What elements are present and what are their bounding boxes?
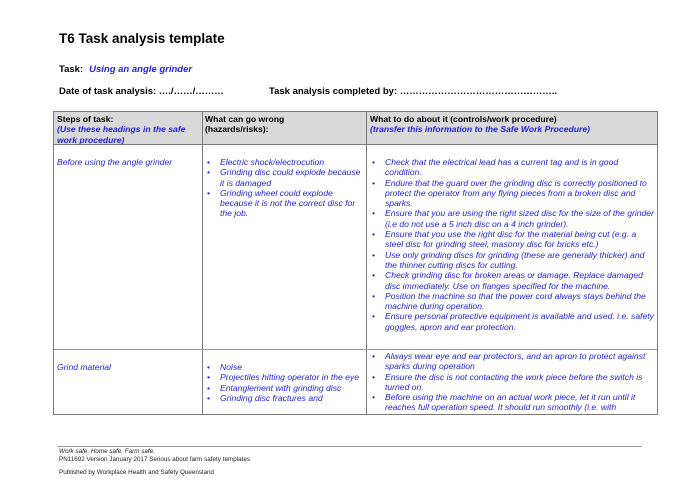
footer-divider xyxy=(57,446,642,447)
task-label: Task: xyxy=(59,64,84,75)
date-of-analysis-field: Date of task analysis: …./……/……… xyxy=(59,86,224,97)
control-item: • Ensure that you are using the right sized disc for the size of the grinder (i.e do not use a 5 inch disc on a 4 inch grinder). xyxy=(370,208,655,229)
controls-cell xyxy=(370,157,655,332)
hazards-cell xyxy=(205,157,365,219)
task-analysis-table xyxy=(53,111,658,415)
header-controls: What to do about it (controls/work procedure) (transfer this information to the Safe Work Procedure) xyxy=(370,112,655,135)
hazard-item: • Grinding disc could explode because it is damaged xyxy=(205,167,365,188)
hazard-item: • Entanglement with grinding disc xyxy=(205,383,365,393)
table-row xyxy=(54,350,657,415)
control-item: • Endure that the guard over the grinding disc is correctly positioned to protect the operator from any flying pieces from a broken disc and sparks. xyxy=(370,178,655,209)
header-steps-note: (Use these headings in the safe work procedure) xyxy=(57,124,186,145)
control-item: • Ensure that you use the right disc for the material being cut (e.g. a steel disc for grinding steel, masonry disc for bricks etc.) xyxy=(370,229,655,250)
header-steps: Steps of task: (Use these headings in the safe work procedure) xyxy=(57,112,197,145)
control-item: • Before using the machine on an actual work piece, let it run until it reaches full operation speed. It should run smoothly (i.e. with xyxy=(370,392,655,413)
hazard-item: • Electric shock/electrocution xyxy=(205,157,365,167)
completed-by-field: Task analysis completed by: ………………………………………….. xyxy=(269,86,558,97)
control-item: • Check grinding disc for broken areas or damage. Replace damaged disc immediately. Use on flanges specified for the machine. xyxy=(370,270,655,291)
task-line xyxy=(59,64,192,75)
hazard-item: • Noise xyxy=(205,362,365,372)
hazard-item: • Grinding disc fractures and xyxy=(205,393,365,403)
control-item: • Check that the electrical lead has a current tag and is in good condition. xyxy=(370,157,655,178)
control-item: • Position the machine so that the power cord always stays behind the machine during operation. xyxy=(370,291,655,312)
footer-version: PN11692 Version January 2017 Serious about farm safety templates xyxy=(59,456,251,463)
page-title: T6 Task analysis template xyxy=(59,31,225,46)
hazard-item: • Projectiles hitting operator in the eye xyxy=(205,372,365,382)
header-hazards: What can go wrong (hazards/risks): xyxy=(205,114,285,135)
control-item: • Use only grinding discs for grinding (these are generally thicker) and the thinner cutting discs for cutting. xyxy=(370,250,655,271)
task-value: Using an angle grinder xyxy=(89,64,193,75)
hazards-cell xyxy=(205,362,365,403)
control-item: • Always wear eye and ear protectors, and an apron to protect against sparks during operation xyxy=(370,351,655,372)
control-item: • Ensure the disc is not contacting the work piece before the switch is turned on. xyxy=(370,372,655,393)
control-item: • Ensure personal protective equipment is available and used. i.e. safety goggles, apron and ear protection. xyxy=(370,311,655,332)
step-cell: Before using the angle grinder xyxy=(57,157,173,167)
header-controls-note: (transfer this information to the Safe Work Procedure) xyxy=(370,124,590,135)
footer-publisher: Published by Workplace Health and Safety Queensland xyxy=(59,469,214,476)
footer-tagline: Work safe. Home safe. Farm safe. xyxy=(59,448,155,455)
controls-cell xyxy=(370,351,655,413)
step-cell: Grind material xyxy=(57,362,111,372)
hazard-item: • Grinding wheel could explode because it is not the correct disc for the job. xyxy=(205,188,365,219)
table-header-row xyxy=(54,112,657,145)
table-row xyxy=(54,145,657,350)
